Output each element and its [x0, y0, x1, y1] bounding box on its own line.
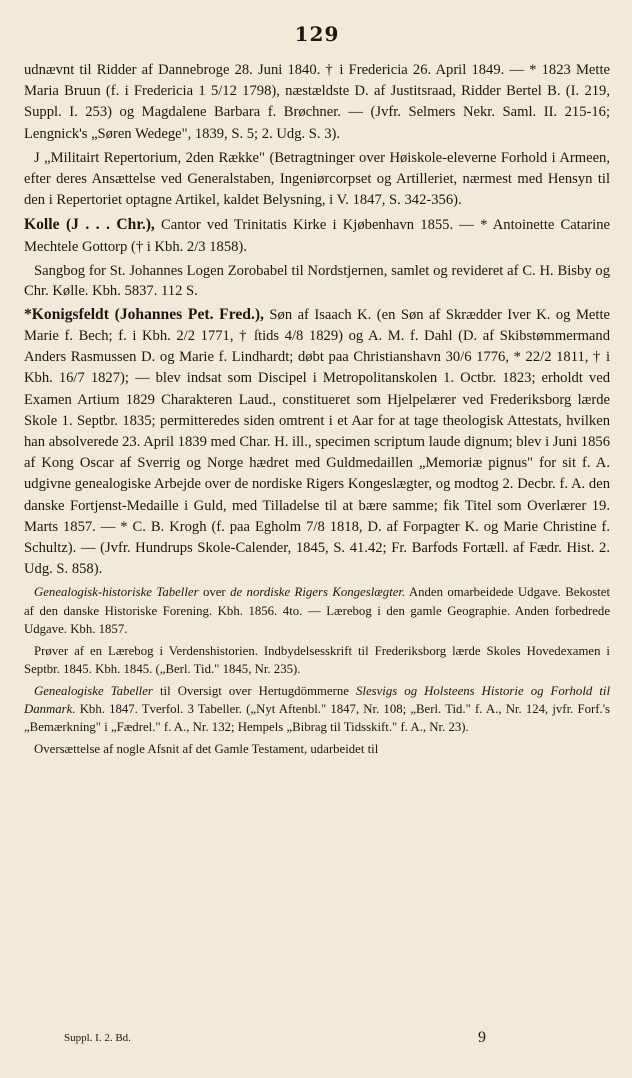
title-genealogisk-historiske: Genealogisk-historiske Tabeller [34, 585, 199, 600]
paragraph-5-mid: over [202, 585, 226, 600]
paragraph-genealogisk-historiske [24, 583, 610, 638]
entry-konigsfeldt [24, 304, 610, 581]
paragraph-prover: Prøver af en Lærebog i Verdenshistorien. Indbydelsesskrift til Frederiksborg lærde Skoles Hovedexamen i Septbr. 1845. Kbh. 1845. („Berl. Tid." 1845, Nr. 235). [24, 643, 610, 677]
entry-konigsfeldt-text: Søn af Isaach K. (en Søn af Skrædder Iver K. og Mette Marie f. Bech; f. i Kbh. 2/2 1771, † ſtids 4/8 1829) og A. M. f. Dahl (D. af Skibstømmermand Anders Rasmussen D. og Marie f. Lindhardt; døbt paa Christianshavn 30/6 1776, * 22/2 1811, † i Kbh. 16/7 1827); — blev indsat som Discipel i Metropolitanskolen 1. Octbr. 1823; erholdt ved Examen Artium 1829 Charakteren Laud., constitueret som Hjelpelærer ved Frederiksborg lærde Skole 1. Septbr. 1835; permitteredes siden omtrent i et Aar for at tage theologisk Attestats, hvilken han absolverede 23. April 1839 med Char. H. ill., specimen scriptum laude dignum; blev i Juni 1856 af Kong Oscar af Sverrig og Norge hædret med Guldmedaillen „Memoriæ pignus" for sit f. A. udgivne genealogiske Arbejde over de nordiske Rigers Kongeslægter, og modtog 2. Decbr. f. A. den danske Fortjenst-Medaille i Guld, med Tilladelse til at bære samme; fik Titel som Overlærer 19. Marts 1857. — * C. B. Krogh (f. paa Egholm 7/8 1818, D. af Forpagter K. og Marie Christine f. Schultz). — (Jvfr. Hundrups Skole-Calender, 1845, S. 41.42; Fr. Barfods Fortæll. af Fædr. Hist. 2. Udg. S. 858). [24, 306, 610, 578]
footer-signature: 9 [478, 1029, 486, 1046]
headword-kolle: Kolle (J . . . Chr.), [24, 216, 155, 234]
entry-kolle [24, 214, 610, 257]
paragraph-7-mid: til Oversigt over Hertugdömmerne [159, 683, 349, 698]
paragraph-sangbog: Sangbog for St. Johannes Logen Zorobabel til Nordstjernen, samlet og revideret af C. H. Bisby og Chr. Kølle. Kbh. 5837. 112 S. [24, 262, 610, 299]
title-genealogiske-tabeller: Genealogiske Tabeller [34, 683, 153, 698]
paragraph-5-tail: Anden omarbeidede Udgave. Bekostet af den danske Historiske Forening. Kbh. 1856. 4to. — Lærebog i den gamle Geographie. Anden forbedrede Udgave. Kbh. 1857. [24, 585, 611, 637]
footer-volume: Suppl. I. 2. Bd. [64, 1032, 131, 1044]
paragraph-continuation: udnævnt til Ridder af Dannebroge 28. Juni 1840. † i Fredericia 26. April 1849. — * 1823 Mette Maria Bruun (f. i Fredericia 1 5/12 1798), næstældste D. af Justitsraad, Ridder Bertel B. (I. 219, Suppl. I. 253) og Magdalene Barbara f. Brøchner. — (Jvfr. Selmers Nekr. Saml. II. 215-16; Lengnick's „Søren Wedege", 1839, S. 5; 2. Udg. S. 3). [24, 62, 610, 142]
paragraph-oversaettelse: Oversættelse af nogle Afsnit af det Gamle Testament, udarbeidet til [34, 741, 379, 756]
page-number: 129 [294, 22, 340, 46]
paragraph-7-tail: Kbh. 1847. Tverfol. 3 Tabeller. („Nyt Aftenbl." 1847, Nr. 108; „Berl. Tid." f. A., Nr. 124, jvfr. Forf.'s „Bemærkning" i „Fædrel." f. A., Nr. 132; Hempels „Bibrag til Tidsskift." f. A., Nr. 23). [24, 701, 610, 735]
page-footer [64, 1029, 486, 1047]
headword-konigsfeldt: *Konigsfeldt (Johannes Pet. Fred.), [24, 305, 264, 323]
title-slesvig-holsteen: Slesvigs og Holsteens Historie og Forhold til Danmark. [24, 683, 611, 716]
paragraph-genealogiske-tabeller [24, 682, 610, 737]
title-kongeslaegter: de nordiske Rigers Kongeslægter. [230, 585, 406, 600]
entry-kolle-text: Cantor ved Trinitatis Kirke i Kjøbenhavn 1855. — * Antoinette Catarine Mechtele Gottorp († i Kbh. 2/3 1858). [24, 217, 610, 255]
paragraph-repertorium: J „Militairt Repertorium, 2den Række" (Betragtninger over Høiskole-eleverne Forhold i Armeen, efter deres Ansættelse ved Generalstaben, Ingeniørcorpset og Artilleriet, nærmest med Hensyn til den i Repertoriet optagne Artikel, kaldet Belysning, i V. 1847, S. 342-356). [24, 149, 610, 209]
